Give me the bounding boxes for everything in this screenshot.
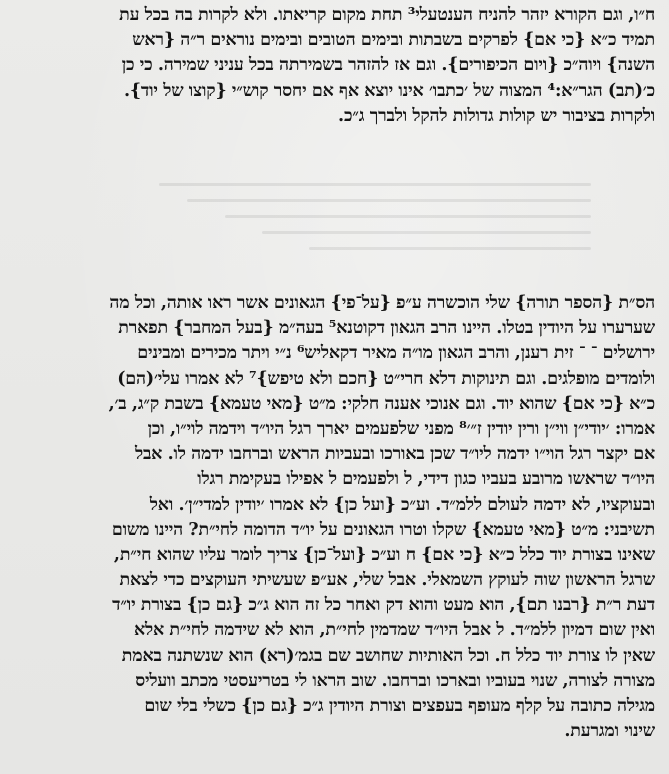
text-line: שרגל הראשון שוה לעוקץ השמאלי. אבל שלי, אע״פ שעשיתי העוקצים כדי לצאת bbox=[119, 570, 655, 591]
text-line: אם יקצר רגל הוי״ו ידמה ליו״ד שכן באורכו ובעביות הראש וברחבו ידמה לו. אבל bbox=[134, 444, 655, 465]
text-line: ולומדים מופלגים. וגם תינוקות דלא חרי״ט {חכם ולא טיפש}⁷ לא אמרו עלי׳(הם) bbox=[117, 368, 655, 389]
text-line: ובעוקציו, לא ידמה לעולם ללמ״ד. וע״כ {ועל כן} לא אמרו ׳יודין למדי״ן׳. ואל bbox=[149, 494, 655, 515]
bleed-through-text bbox=[140, 170, 610, 280]
text-line: מצורה לצורה, שנוי בעוביו ובארכו וברחבו. שוב הראו לי בטריעסטי מכתב וועליס bbox=[135, 670, 655, 691]
paragraph-reading-rules bbox=[14, 3, 655, 129]
text-line: היו״ד שראשו מרובע בעביו כגון דידי, ל ולפעמים ל אפילו בעקימת רגלו bbox=[197, 469, 655, 490]
paragraph-torah-scroll bbox=[14, 291, 655, 744]
text-line: ולקרות בציבור יש קולות גדולות להקל ולברך ג״כ. bbox=[338, 105, 655, 126]
text-line: שאין לו צורת יוד כלל ח. וכל האותיות שחושב שם בגמ׳(רא) הוא שנשתנה באמת bbox=[121, 645, 655, 666]
text-line: שינוי ומגרעת. bbox=[564, 721, 655, 742]
text-line: הס״ת {הספר תורה} שלי הוכשרה ע״פ {על־פי} הגאונים אשר ראו אותה, וכל מה bbox=[109, 293, 655, 313]
text-line: ח״ו, וגם הקורא יזהר להניח הענטעלי³ תחת מקום קריאתו. ולא לקרות בה בכל עת bbox=[119, 5, 655, 25]
text-line: ואין שום דמיון ללמ״ד. ל אבל היו״ד שמדמין לחי״ת, הוא לא שידמה לחי״ת אלא bbox=[133, 620, 655, 641]
text-line: דעת ר״ת {רבנו תם}, הוא מעט והוא דק ואחר כל זה הוא ג״כ {גם כן} בצורת יו״ד bbox=[112, 595, 655, 616]
text-line: ירושלים ־ ־ זית רענן, והרב הגאון מו״ה מאיר דקאליש⁶ נ״י ויתר מכירים ומבינים bbox=[137, 343, 655, 364]
text-line: כ״א {כי אם} שהוא יוד. וגם אנוכי אענה חלקי: מ״ט {מאי טעמא} בשבת ק״ג, ב׳, bbox=[108, 393, 655, 414]
text-line: השנה} ויוה״כ {ויום הכיפורים}. וגם אז להזהר בשמירתה בכל עניני שמירה. כי כן bbox=[121, 55, 655, 76]
text-line: כ׳(תב) הגר״א:⁴ המצוה של ׳כתבו׳ אינו יוצא אף אם יחסר קוש״י {קוצו של יוד}. bbox=[123, 80, 655, 101]
text-line: שערערו על היודין בטלו. היינו הרב הגאון דקוטנא⁵ בעה״מ {בעל המחבר} תפארת bbox=[118, 318, 655, 339]
text-line: אמרו: ׳יודי״ן ווי״ן ורין יודין ז״׳⁸ מפני שלפעמים יארך רגל היו״ד וידמה לוי״ו, וכן bbox=[147, 418, 655, 439]
text-line: תשיבני: מ״ט {מאי טעמא} שקלו וטרו הגאונים על יו״ד הדומה לחי״ת? היינו משום bbox=[111, 519, 655, 540]
text-line: תמיד כ״א {כי אם} לפרקים בשבתות ובימים הטובים ובימים נוראים ר״ה {ראש bbox=[132, 30, 655, 51]
text-line: שאינו בצורת יוד כלל כ״א {כי אם} ח וע״כ {ועל־כן} צריך לומר עליו שהוא חי״ת, bbox=[113, 544, 655, 565]
text-line: מגילה כתובה על קלף מעופף בעפצים וצורת היודין ג״כ {גם כן} כשלי בלי שום bbox=[144, 696, 655, 716]
